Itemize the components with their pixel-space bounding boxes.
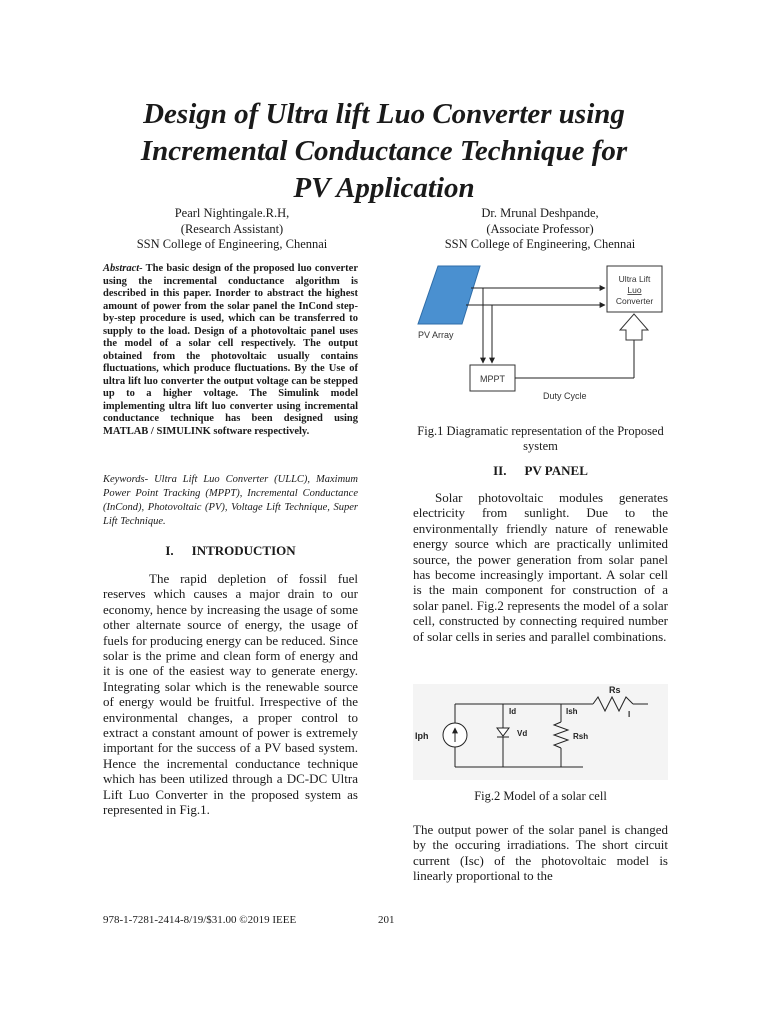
- converter-label-line-1: Ultra Lift: [618, 274, 651, 284]
- feedback-arrow-shape: [620, 314, 648, 340]
- pv-panel-paragraph-2: The output power of the solar panel is changed by the occuring irradiations. The short circuit current (Isc) of the photovoltaic model is linearly proportional to the: [413, 822, 668, 884]
- author-block-1: [82, 206, 382, 253]
- fig2-caption: Fig.2 Model of a solar cell: [474, 789, 607, 803]
- author-affiliation: SSN College of Engineering, Chennai: [136, 237, 328, 251]
- vd-label: Vd: [517, 729, 528, 738]
- title-line-3: PV Application: [293, 172, 475, 204]
- author-affiliation: SSN College of Engineering, Chennai: [444, 237, 636, 251]
- title-line-1: Design of Ultra lift Luo Converter using: [143, 98, 625, 130]
- mppt-label: MPPT: [479, 374, 506, 384]
- fig1-caption: Fig.1 Diagramatic representation of the Proposed system: [417, 424, 664, 453]
- author-name: Pearl Nightingale.R.H,: [174, 206, 290, 220]
- section-title: INTRODUCTION: [191, 543, 296, 558]
- abstract-lead: Abstract-: [103, 263, 143, 274]
- section-number: I.: [165, 543, 174, 558]
- author-role: (Research Assistant): [180, 221, 284, 236]
- section-heading-pv-panel: [413, 463, 668, 479]
- keywords: Keywords- Ultra Lift Luo Converter (ULLC), Maximum Power Point Tracking (MPPT), Incremental Conductance (InCond), Photovoltaic (PV), Voltage Lift Technique, Super Lift Technique.: [103, 474, 358, 527]
- author-name: Dr. Mrunal Deshpande,: [481, 206, 599, 220]
- converter-label-line-2: Luo: [627, 285, 642, 295]
- section-number: II.: [493, 463, 507, 478]
- title-line-2: Incremental Conductance Technique for: [140, 135, 628, 167]
- abstract: [103, 263, 358, 438]
- section-title: PV PANEL: [524, 463, 588, 478]
- footer-isbn: 978-1-7281-2414-8/19/$31.00 ©2019 IEEE: [103, 914, 297, 926]
- rs-label: Rs: [609, 685, 621, 695]
- abstract-text: The basic design of the proposed luo converter using the incremental conductance algorithm is described in this paper. Inorder to abstract the highest amount of power from the solar panel the InCond step-by-step procedure is used, which can be transferred to supply to the load. Design of a photovoltaic panel uses the model of a solar cell respectively. The output obtained from the photovoltaic usually contains fluctuations, which produce fluctuations. By the Use of ultra lift luo converter the output voltage can be stepped up to a higher voltage. The Simulink model implementing ultra lift luo converter using incremental conductance technique has been designed using MATLAB / SIMULINK software respectively.: [103, 263, 358, 437]
- author-role: (Associate Professor): [486, 221, 594, 236]
- id-label: Id: [509, 707, 517, 716]
- page-number: 201: [378, 914, 395, 926]
- pv-panel-shape: [418, 266, 480, 324]
- pv-panel-paragraph-1: Solar photovoltaic modules generates electricity from sunlight. Due to the environmentally friendly nature of renewable energy source which are practically unlimited source, the power generation from solar panel has become increasingly important. A solar cell is the main component for construction of a solar panel. Fig.2 represents the model of a solar cell, constructed by connecting required number of solar cells in series and parallel combinations.: [413, 490, 668, 644]
- duty-cycle-label: Duty Cycle: [543, 391, 587, 401]
- pv-array-label: PV Array: [418, 330, 454, 340]
- rsh-label: Rsh: [573, 732, 589, 741]
- fig2-solar-cell-circuit: [413, 684, 668, 780]
- paper-title: [60, 96, 708, 207]
- iph-label: Iph: [415, 731, 429, 741]
- converter-label-line-3: Converter: [615, 296, 654, 306]
- current-i-label: I: [628, 710, 631, 719]
- ish-label: Ish: [566, 707, 578, 716]
- author-block-2: [390, 206, 690, 253]
- section-heading-introduction: [103, 543, 358, 559]
- introduction-paragraph: The rapid depletion of fossil fuel reserves which causes a major drain to our economy, hence by increasing the usage of some other alternate source of energy, the usage of fuels for producing energy can be reduced. Since solar is the prime and clean form of energy and it is one of the easiest way to generate energy. Integrating solar which is the renewable source of energy would be fruitful. Irrespective of the environmental changes, a proper control to extract a constant amount of power is extremely important for the success of a PV based system. Hence the incremental conductance technique which has been utilized through a DC-DC Ultra Lift Luo Converter in the proposed system as represented in Fig.1.: [103, 571, 358, 818]
- fig1-block-diagram: [410, 258, 670, 413]
